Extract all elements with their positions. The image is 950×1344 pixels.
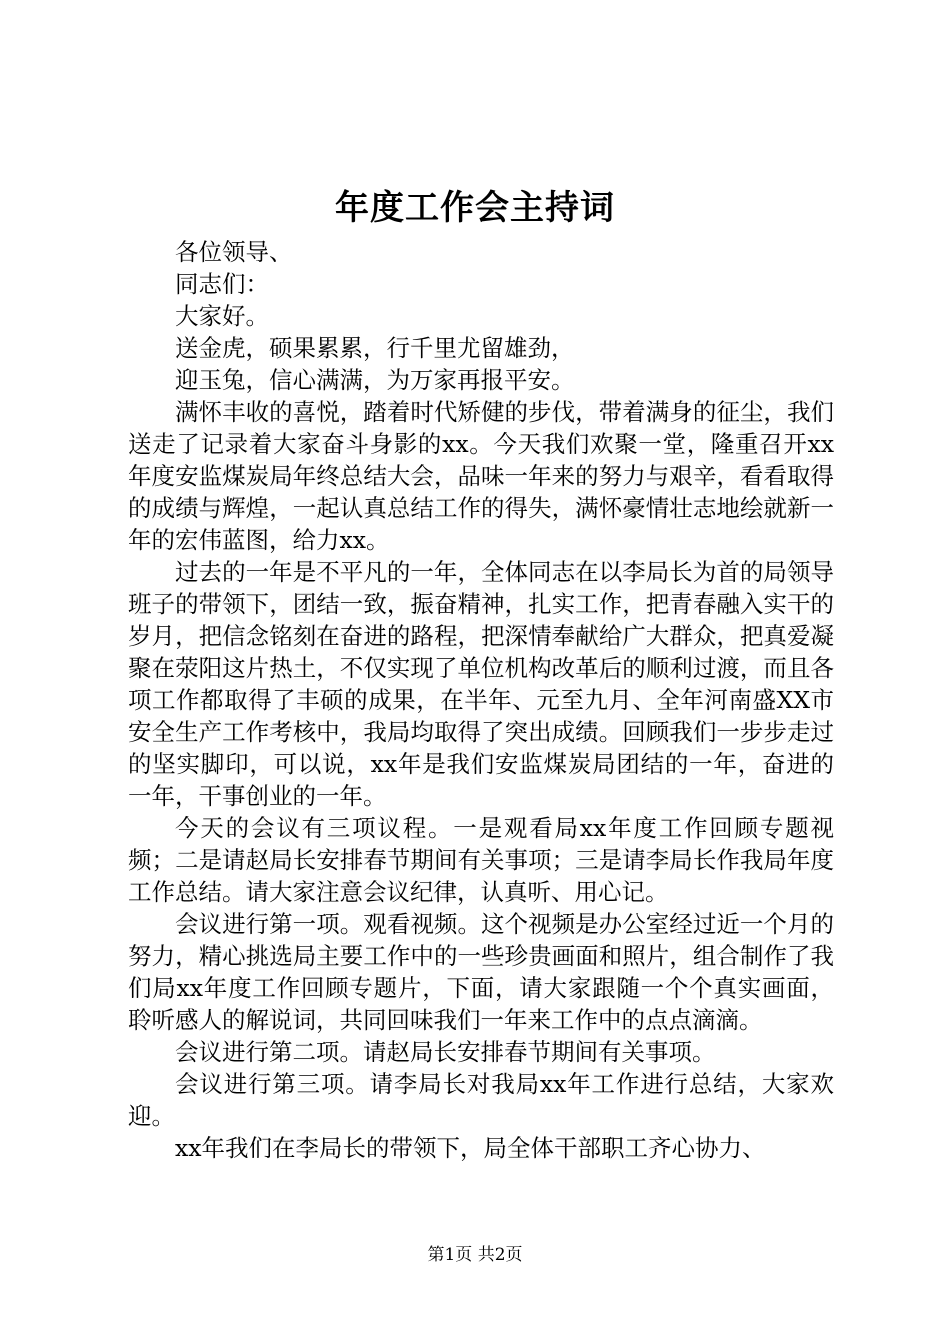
- body-paragraph: 会议进行第二项。请赵局长安排春节期间有关事项。: [175, 1038, 716, 1066]
- document-body: [128, 236, 834, 1164]
- greeting-line: 大家好。: [175, 302, 269, 330]
- body-paragraph: xx年我们在李局长的带领下，局全体干部职工齐心协力、: [175, 1134, 766, 1162]
- couplet-line: 送金虎，硕果累累，行千里尤留雄劲，: [175, 334, 575, 362]
- page-number-footer: 第1页 共2页: [427, 1245, 523, 1265]
- salutation-line: 同志们：: [175, 270, 269, 298]
- salutation-line: 各位领导、: [175, 238, 293, 266]
- body-paragraph: 满怀丰收的喜悦，踏着时代矫健的步伐，带着满身的征尘，我们送走了记录着大家奋斗身影的xx。今天我们欢聚一堂，隆重召开xx年度安监煤炭局年终总结大会，品味一年来的努力与艰辛，看看取得的成绩与辉煌，一起认真总结工作的得失，满怀豪情壮志地绘就新一年的宏伟蓝图，给力xx。: [128, 398, 834, 554]
- body-paragraph: 过去的一年是不平凡的一年，全体同志在以李局长为首的局领导班子的带领下，团结一致，振奋精神，扎实工作，把青春融入实干的岁月，把信念铭刻在奋进的路程，把深情奉献给广大群众，把真爱凝聚在荥阳这片热土，不仅实现了单位机构改革后的顺利过渡，而且各项工作都取得了丰硕的成果，在半年、元至九月、全年河南盛XX市安全生产工作考核中，我局均取得了突出成绩。回顾我们一步步走过的坚实脚印，可以说，xx年是我们安监煤炭局团结的一年，奋进的一年，干事创业的一年。: [128, 558, 834, 810]
- body-paragraph: 会议进行第一项。观看视频。这个视频是办公室经过近一个月的努力，精心挑选局主要工作中的一些珍贵画面和照片，组合制作了我们局xx年度工作回顾专题片，下面，请大家跟随一个个真实画面，聆听感人的解说词，共同回味我们一年来工作中的点点滴滴。: [128, 910, 834, 1034]
- body-paragraph: 今天的会议有三项议程。一是观看局xx年度工作回顾专题视频；二是请赵局长安排春节期间有关事项；三是请李局长作我局年度工作总结。请大家注意会议纪律，认真听、用心记。: [128, 814, 834, 906]
- couplet-line: 迎玉兔，信心满满，为万家再报平安。: [175, 366, 575, 394]
- document-title: 年度工作会主持词: [335, 188, 615, 228]
- body-paragraph: 会议进行第三项。请李局长对我局xx年工作进行总结，大家欢迎。: [128, 1070, 834, 1130]
